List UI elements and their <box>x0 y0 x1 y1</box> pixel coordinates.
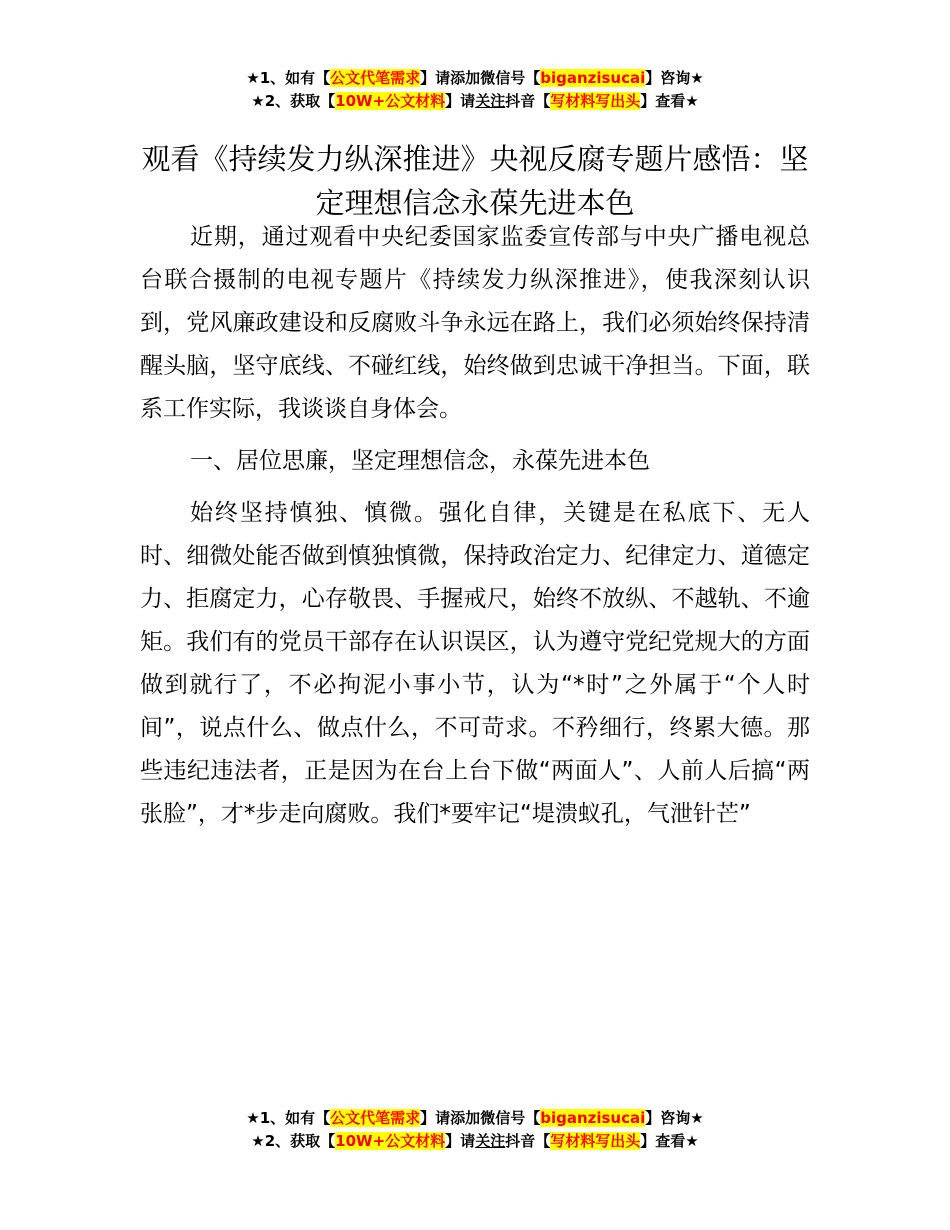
douyin-account-highlight: 写材料写出头 <box>550 92 641 110</box>
header-notice <box>0 67 950 113</box>
article-body <box>140 216 810 845</box>
footer-notice-line-2: ★2、获取【10W+公文材料】请关注抖音【写材料写出头】查看★ <box>251 1132 699 1150</box>
materials-highlight: 10W+公文材料 <box>335 92 446 110</box>
star-icon: ★ <box>246 1109 260 1127</box>
section-heading: 一、居位思廉，坚定理想信念，永葆先进本色 <box>190 448 650 474</box>
footer-notice-line-1: ★1、如有【公文代笔需求】请添加微信号【biganzisucai】咨询★ <box>246 1109 704 1127</box>
star-icon: ★ <box>251 1132 265 1150</box>
ghostwriting-highlight: 公文代笔需求 <box>330 1109 421 1127</box>
header-notice-line-1: ★1、如有【公文代笔需求】请添加微信号【biganzisucai】咨询★ <box>246 69 704 87</box>
wechat-id-highlight: biganzisucai <box>540 69 646 87</box>
wechat-id-highlight: biganzisucai <box>540 1109 646 1127</box>
star-icon: ★ <box>690 69 704 87</box>
materials-highlight: 10W+公文材料 <box>335 1132 446 1150</box>
article-title: 观看《持续发力纵深推进》央视反腐专题片感悟：坚定理想信念永葆先进本色 <box>141 142 809 221</box>
douyin-account-highlight: 写材料写出头 <box>550 1132 641 1150</box>
header-notice-line-2: ★2、获取【10W+公文材料】请关注抖音【写材料写出头】查看★ <box>251 92 699 110</box>
star-icon: ★ <box>251 92 265 110</box>
paragraph-body: 始终坚持慎独、慎微。强化自律，关键是在私底下、无人时、细微处能否做到慎独慎微，保持政治定力、纪律定力、道德定力、拒腐定力，心存敬畏、手握戒尺，始终不放纵、不越轨、不逾矩。我们有的党员干部存在认识误区，认为遵守党纪党规大的方面做到就行了，不必拘泥小事小节，认为“*时”之外属于“个人时间”，说点什么、做点什么，不可苛求。不矜细行，终累大德。那些违纪违法者，正是因为在台上台下做“两面人”、人前人后搞“两张脸”，才*步走向腐败。我们*要牢记“堤溃蚁孔，气泄针芒” <box>140 500 810 827</box>
star-icon: ★ <box>690 1109 704 1127</box>
footer-notice <box>0 1107 950 1153</box>
star-icon: ★ <box>685 1132 699 1150</box>
star-icon: ★ <box>246 69 260 87</box>
star-icon: ★ <box>685 92 699 110</box>
ghostwriting-highlight: 公文代笔需求 <box>330 69 421 87</box>
paragraph-intro: 近期，通过观看中央纪委国家监委宣传部与中央广播电视总台联合摄制的电视专题片《持续发力纵深推进》，使我深刻认识到，党风廉政建设和反腐败斗争永远在路上，我们必须始终保持清醒头脑，坚守底线、不碰红线，始终做到忠诚干净担当。下面，联系工作实际，我谈谈自身体会。 <box>140 224 810 422</box>
